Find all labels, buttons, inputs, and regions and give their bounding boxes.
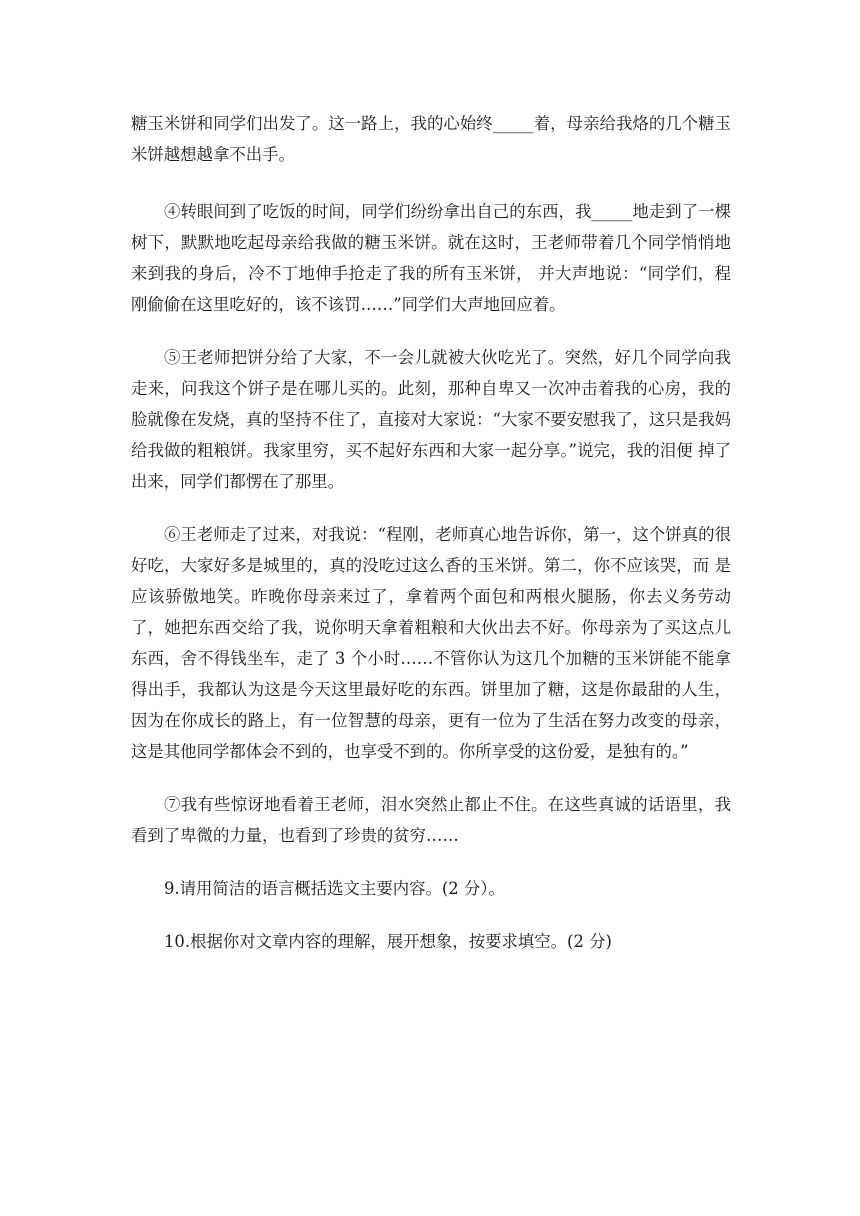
paragraph-3-continuation: 糖玉米饼和同学们出发了。这一路上，我的心始终_____着，母亲给我烙的几个糖玉米饼越想越拿不出手。	[131, 114, 731, 164]
paragraph-6: ⑥王老师走了过来，对我说：“程刚，老师真心地告诉你，第一，这个饼真的很好吃，大家好多是城里的，真的没吃过这么香的玉米饼。第二，你不应该哭，而 是应该骄傲地笑。昨晚你母亲来过了，拿着两个面包和两根火腿肠，你去义务劳动了，她把东西交给了我，说你明天拿着粗粮和大伙出去不好。你母亲为了买这点儿 东西，舍不得钱坐车，走了 3 个小时……不管你认为这几个加糖的玉米饼能不能拿得出手，我都认为这是今天这里最好吃的东西。饼里加了糖，这是你最甜的人生， 因为在你成长的路上，有一位智慧的母亲，更有一位为了生活在努力改变的母亲，这是其他同学都体会不到的，也享受不到的。你所享受的这份爱，是独有的。”	[131, 525, 731, 761]
question-10: 10.根据你对文章内容的理解，展开想象，按要求填空。(2 分)	[164, 932, 612, 951]
paragraph-7: ⑦我有些惊讶地看着王老师，泪水突然止都止不住。在这些真诚的话语里，我看到了卑微的力量，也看到了珍贵的贫穷……	[131, 795, 731, 845]
document-page	[131, 108, 731, 979]
question-9: 9.请用简洁的语言概括选文主要内容。(2 分）。	[164, 879, 505, 898]
paragraph-4: ④转眼间到了吃饭的时间，同学们纷纷拿出自己的东西，我_____地走到了一棵树下，默默地吃起母亲给我做的糖玉米饼。就在这时，王老师带着几个同学悄悄地来到我的身后，冷不丁地伸手抢走了我的所有玉米饼， 并大声地说：“同学们，程刚偷偷在这里吃好的，该不该罚……”同学们大声地回应着。	[131, 202, 731, 314]
paragraph-5: ⑤王老师把饼分给了大家，不一会儿就被大伙吃光了。突然，好几个同学向我走来，问我这个饼子是在哪儿买的。此刻，那种自卑又一次冲击着我的心房，我的 脸就像在发烧，真的坚持不住了，直接对大家说：“大家不要安慰我了，这只是我妈给我做的粗粮饼。我家里穷，买不起好东西和大家一起分享。”说完，我的泪便 掉了出来，同学们都愣在了那里。	[131, 348, 731, 491]
